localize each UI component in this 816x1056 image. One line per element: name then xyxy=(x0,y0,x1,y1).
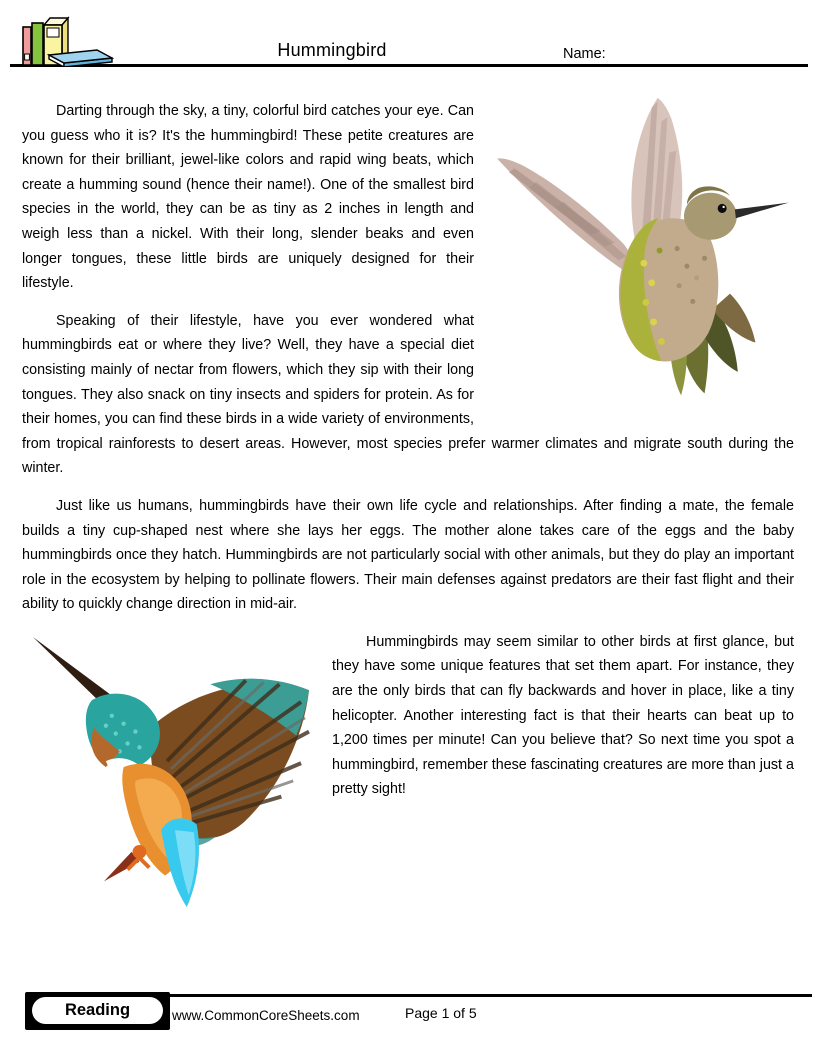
hummingbird-image xyxy=(482,92,794,410)
paragraph-1: Darting through the sky, a tiny, colorful bird catches your eye. Can you guess who it is? It's the hummingbird! These petite creatures are known for their brilliant, jewel-like colors and rapid wing beats, which create a humming sound (hence their name!). One of the smallest bird species in the world, they can be as tiny as 2 inches in length and weigh less than a nickel. With their long, slender beaks and even longer tongues, these little birds are uniquely designed for their lifestyle. xyxy=(22,103,474,292)
name-label: Name: xyxy=(563,46,606,62)
article-body xyxy=(22,99,794,911)
paragraph-3: Just like us humans, hummingbirds have their own life cycle and relationships. After finding a mate, the female builds a tiny cup-shaped nest where she lays her eggs. The mother alone takes care of the eggs and the baby hummingbirds once they hatch. Hummingbirds are not particularly social with other animals, but they do play an important role in the ecosystem by helping to pollinate flowers. Their main defenses against predators are their fast flight and their ability to quickly change direction in mid-air. xyxy=(22,497,794,613)
page-indicator: Page 1 of 5 xyxy=(405,1005,477,1021)
website-url: www.CommonCoreSheets.com xyxy=(172,1008,360,1023)
page-title: Hummingbird xyxy=(277,40,387,60)
books-icon xyxy=(20,12,116,67)
kingfisher-image xyxy=(16,633,320,911)
header-divider xyxy=(10,64,808,67)
paragraph-2: Speaking of their lifestyle, have you ever wondered what hummingbirds eat or where they live? Well, they have a special diet consisting mainly of nectar from flowers, which they sip with their long tongues. They also snack on tiny insects and spiders for protein. As for their homes, you can find these birds in a wide variety of environments, from tropical rainforests to desert areas. However, most species prefer warmer climates and migrate south during the winter. xyxy=(22,312,794,477)
paragraph-4: Hummingbirds may seem similar to other birds at first glance, but they have some unique features that set them apart. For instance, they are the only birds that can fly backwards and hover in place, like a tiny helicopter. Another interesting fact is that their hearts can beat up to 1,200 times per minute! Can you believe that? So next time you spot a hummingbird, remember these fascinating creatures are more than just a pretty sight! xyxy=(332,633,794,798)
reading-badge-label: Reading xyxy=(32,997,163,1024)
reading-badge xyxy=(25,992,170,1030)
